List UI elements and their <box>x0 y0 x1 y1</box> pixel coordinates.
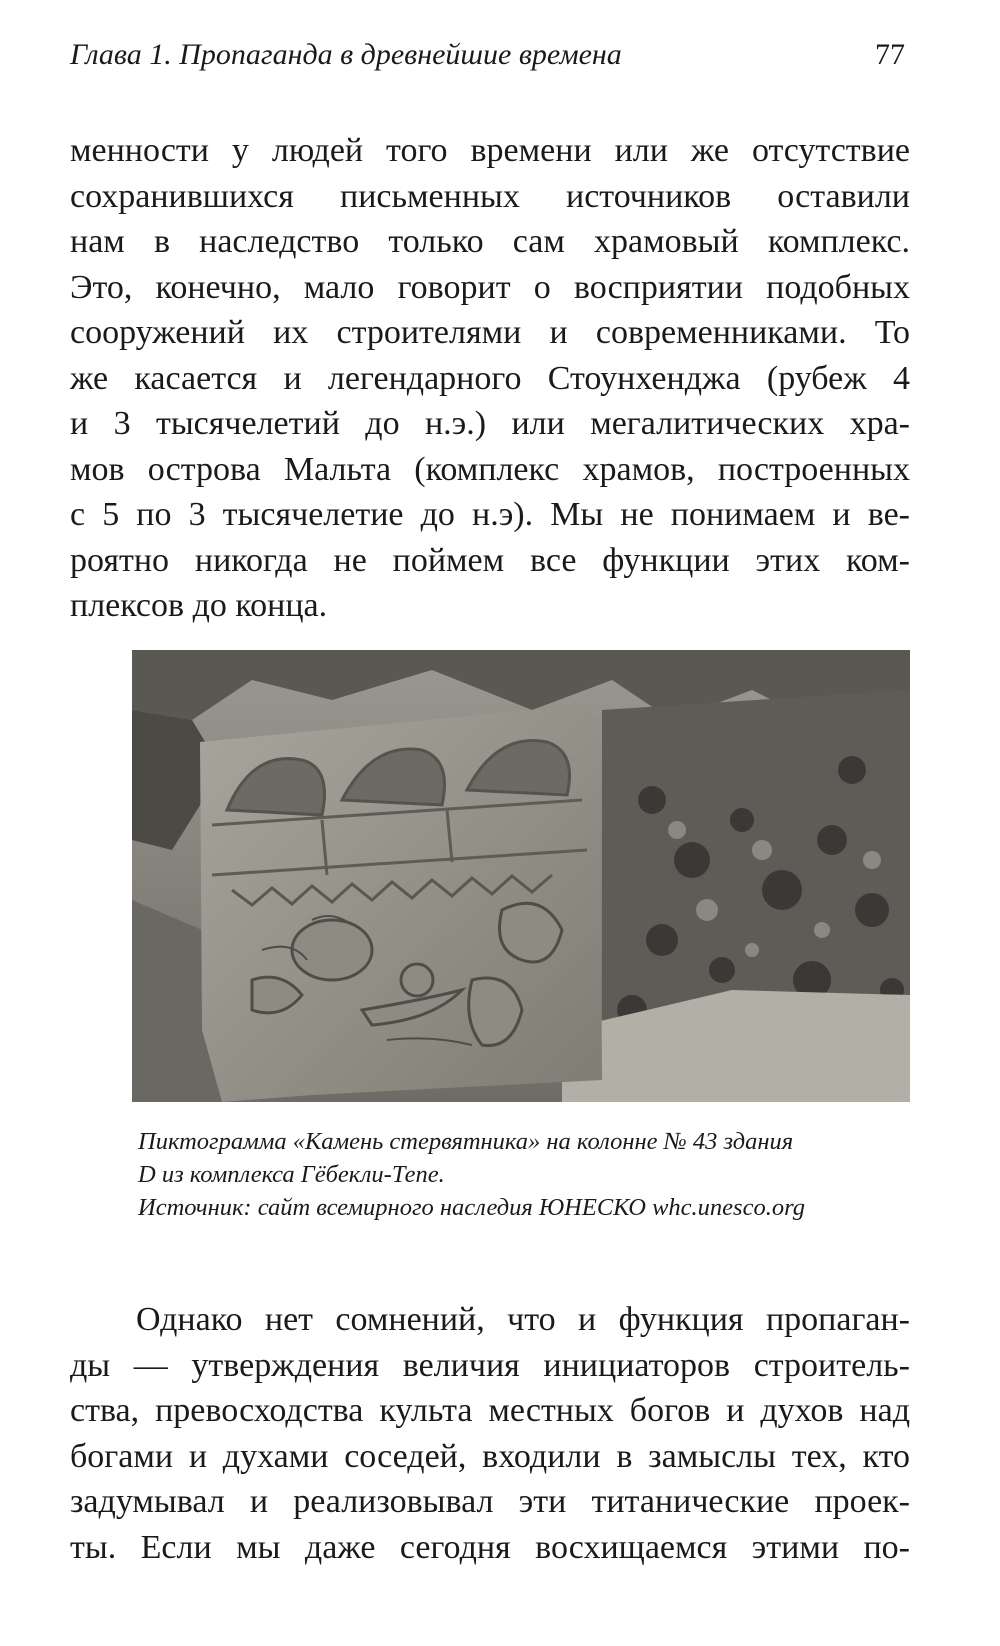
text-line: плексов до конца. <box>70 587 328 624</box>
text-line: сооружений их строителями и современниками. То <box>70 314 910 351</box>
text-line: богами и духами соседей, входили в замыслы тех, кто <box>70 1437 910 1475</box>
page-number: 77 <box>875 38 905 71</box>
figure-caption <box>138 1125 910 1224</box>
running-header <box>70 38 905 78</box>
text-line: менности у людей того времени или же отсутствие <box>70 132 910 169</box>
caption-line: Источник: сайт всемирного наследия ЮНЕСКО whc.unesco.org <box>138 1194 805 1221</box>
photo-illustration <box>132 650 910 1102</box>
text-line: нам в наследство только сам храмовый комплекс. <box>70 223 910 260</box>
text-line: задумывал и реализовывал эти титанические проек- <box>70 1483 910 1520</box>
paragraph-1 <box>70 128 910 629</box>
chapter-title: Глава 1. Пропаганда в древнейшие времена <box>70 38 622 71</box>
text-line: ства, превосходства культа местных богов и духов над <box>70 1392 910 1429</box>
text-line: мов острова Мальта (комплекс храмов, построенных <box>70 450 910 488</box>
caption-line: D из комплекса Гёбекли-Тепе. <box>138 1161 445 1188</box>
vulture-stone-photo <box>132 650 910 1102</box>
text-line: Однако нет сомнений, что и функция пропаган- <box>136 1301 910 1338</box>
text-line: роятно никогда не поймем все функции этих ком- <box>70 541 910 579</box>
text-line: и 3 тысячелетий до н.э.) или мегалитических хра- <box>70 405 910 442</box>
paragraph-2 <box>70 1297 910 1570</box>
text-line: с 5 по 3 тысячелетие до н.э). Мы не понимаем и ве- <box>70 496 910 533</box>
caption-line: Пиктограмма «Камень стервятника» на колонне № 43 здания <box>138 1128 794 1155</box>
text-line: Это, конечно, мало говорит о восприятии подобных <box>70 268 910 306</box>
text-line: ды — утверждения величия инициаторов строитель- <box>70 1346 910 1384</box>
text-line: сохранившихся письменных источников оставили <box>70 177 910 215</box>
text-line: ты. Если мы даже сегодня восхищаемся этими по- <box>70 1528 910 1566</box>
text-line: же касается и легендарного Стоунхенджа (рубеж 4 <box>70 359 910 397</box>
